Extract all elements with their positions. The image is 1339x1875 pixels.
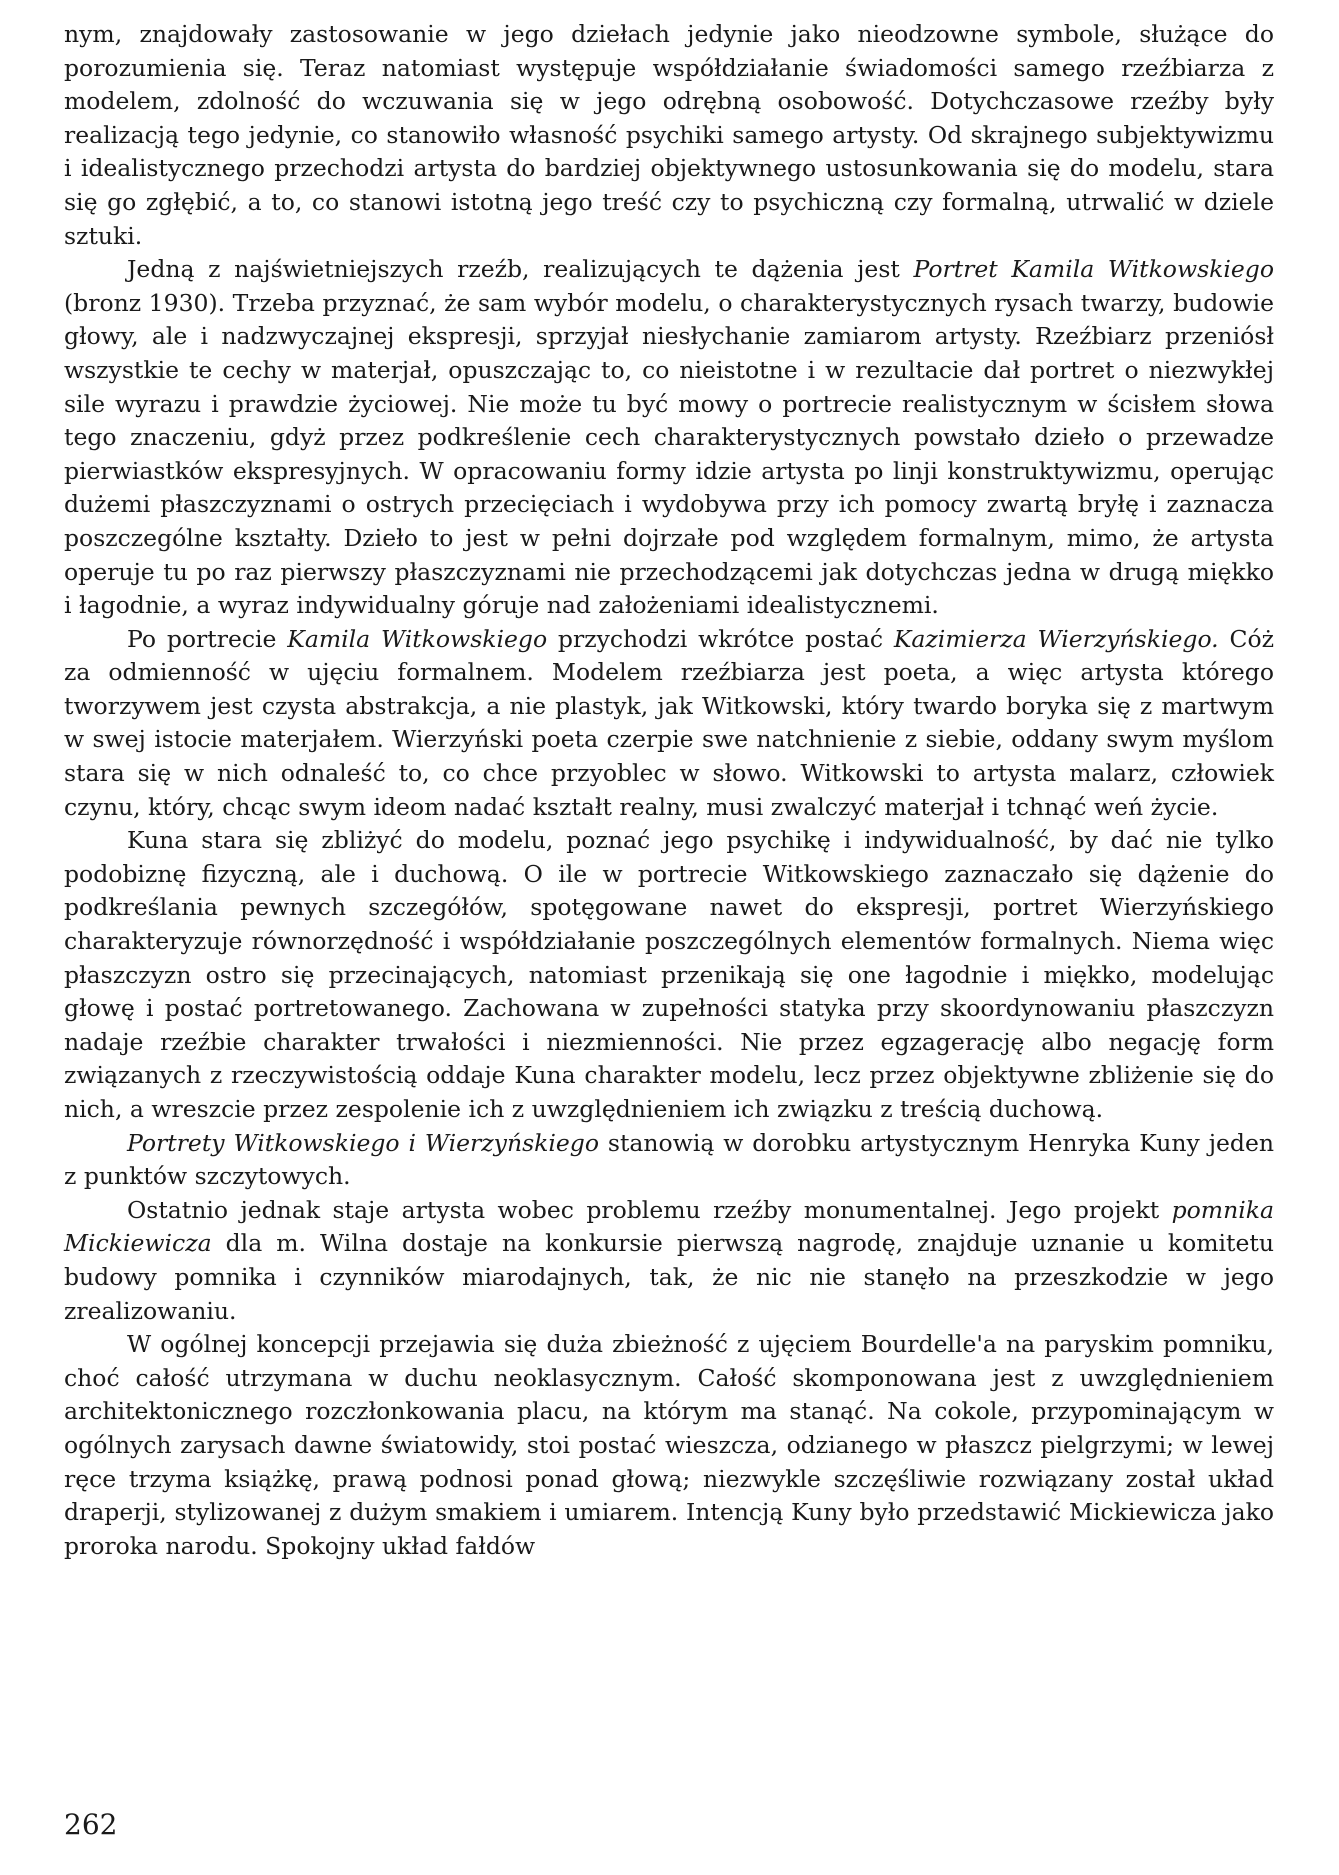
paragraph-text: Po portrecie xyxy=(127,624,288,653)
paragraph-text: W ogólnej koncepcji przejawia się duża zbieżność z ujęciem Bourdelle'a na paryskim pomniku, choć całość utrzymana w duchu neoklasycznym. Całość skomponowana jest z uwzględnieniem architektonicznego rozczłonkowania placu, na którym ma stanąć. Na cokole, przypominającym w ogólnych zarysach dawne światowidy, stoi postać wieszcza, odzianego w płaszcz pielgrzymi; w lewej ręce trzyma książkę, prawą podnosi ponad głową; niezwykle szczęśliwie rozwiązany został układ draperji, stylizowanej z dużym smakiem i umiarem. Intencją Kuny było przedstawić Mickiewicza jako proroka narodu. Spokojny układ fałdów xyxy=(64,1330,1274,1560)
paragraph-text: przychodzi wkrótce postać xyxy=(547,624,894,653)
paragraph-text: stanowią w dorobku artystycznym Henryka Kuny jeden z punktów szczytowych. xyxy=(64,1128,1274,1191)
paragraph-text: nym, znajdowały zastosowanie w jego dziełach jedynie jako nieodzowne symbole, służące do porozumienia się. Teraz natomiast występuje współdziałanie świadomości samego rzeźbiarza z modelem, zdolność do wczuwania się w jego odrębną osobowość. Dotychczasowe rzeźby były realizacją tego jedynie, co stanowiło własność psychiki samego artysty. Od skrajnego subjektywizmu i idealistycznego przechodzi artysta do bardziej objektywnego ustosunkowania się do modelu, stara się go zgłębić, a to, co stanowi istotną jego treść czy to psychiczną czy formalną, utrwalić w dziele sztuki. xyxy=(64,20,1274,250)
paragraph-5 xyxy=(64,1127,1274,1194)
paragraph-text: Kuna stara się zbliżyć do modelu, poznać jego psychikę i indywidualność, by dać nie tylko podobiznę fizyczną, ale i duchową. O ile w portrecie Witkowskiego zaznaczało się dążenie do podkreślania pewnych szczegółów, spotęgowane nawet do ekspresji, portret Wierzyńskiego charakteryzuje równorzędność i współdziałanie poszczególnych elementów formalnych. Niema więc płaszczyzn ostro się przecinających, natomiast przenikają się one łagodnie i miękko, modelując głowę i postać portretowanego. Zachowana w zupełności statyka przy skoordynowaniu płaszczyzn nadaje rzeźbie charakter trwałości i niezmienności. Nie przez egzagerację albo negację form związanych z rzeczywistością oddaje Kuna charakter modelu, lecz przez objektywne zbliżenie się do nich, a wreszcie przez zespolenie ich z uwzględnieniem ich związku z treścią duchową. xyxy=(64,826,1274,1123)
paragraph-text: Cóż za odmienność w ujęciu formalnem. Modelem rzeźbiarza jest poeta, a więc artysta którego tworzywem jest czysta abstrakcja, a nie plastyk, jak Witkowski, który twardo boryka się z martwym w swej istocie materjałem. Wierzyński poeta czerpie swe natchnienie z siebie, oddany swym myślom stara się w nich odnaleść to, co chce przyoblec w słowo. Witkowski to artysta malarz, człowiek czynu, który, chcąc swym ideom nadać kształt realny, musi zwalczyć materjał i tchnąć weń życie. xyxy=(64,624,1274,821)
paragraph-3 xyxy=(64,623,1274,825)
paragraph-text: Jedną z najświetniejszych rzeźb, realizujących te dążenia jest xyxy=(127,255,914,284)
paragraph-1 xyxy=(64,18,1274,253)
page-number: 262 xyxy=(64,1808,118,1841)
italic-title-portraits: Portrety Witkowskiego i Wierzyńskiego xyxy=(127,1128,599,1157)
italic-name-witkowski: Kamila Witkowskiego xyxy=(287,624,548,653)
document-body xyxy=(64,18,1274,1563)
italic-name-wierzynski: Kazimierza Wierzyńskiego. xyxy=(893,624,1219,653)
paragraph-6 xyxy=(64,1194,1274,1328)
paragraph-text: (bronz 1930). Trzeba przyznać, że sam wybór modelu, o charakterystycznych rysach twarzy, budowie głowy, ale i nadzwyczajnej ekspresji, sprzyjał niesłychanie zamiarom artysty. Rzeźbiarz przeniósł wszystkie te cechy w materjał, opuszczając to, co nieistotne i w rezultacie dał portret o niezwykłej sile wyrazu i prawdzie życiowej. Nie może tu być mowy o portrecie realistycznym w ścisłem słowa tego znaczeniu, gdyż przez podkreślenie cech charakterystycznych powstało dzieło o przewadze pierwiastków ekspresyjnych. W opracowaniu formy idzie artysta po linji konstruktywizmu, operując dużemi płaszczyznami o ostrych przecięciach i wydobywa przy ich pomocy zwartą bryłę i zaznacza poszczególne kształty. Dzieło to jest w pełni dojrzałe pod względem formalnym, mimo, że artysta operuje tu po raz pierwszy płaszczyznami nie przechodzącemi jak dotychczas jedna w drugą miękko i łagodnie, a wyraz indywidualny góruje nad założeniami idealistycznemi. xyxy=(64,288,1274,620)
paragraph-text: Ostatnio jednak staje artysta wobec problemu rzeźby monumentalnej. Jego projekt xyxy=(127,1195,1172,1224)
paragraph-text: dla m. Wilna dostaje na konkursie pierwszą nagrodę, znajduje uznanie u komitetu budowy pomnika i czynników miarodajnych, tak, że nic nie stanęło na przeszkodzie w jego zrealizowaniu. xyxy=(64,1229,1274,1325)
paragraph-7 xyxy=(64,1328,1274,1563)
italic-title-monument: pomnika Mickiewicza xyxy=(64,1195,1274,1258)
italic-title-portrait-witkowski: Portret Kamila Witkowskiego xyxy=(913,255,1274,284)
paragraph-4 xyxy=(64,824,1274,1126)
paragraph-2 xyxy=(64,253,1274,623)
